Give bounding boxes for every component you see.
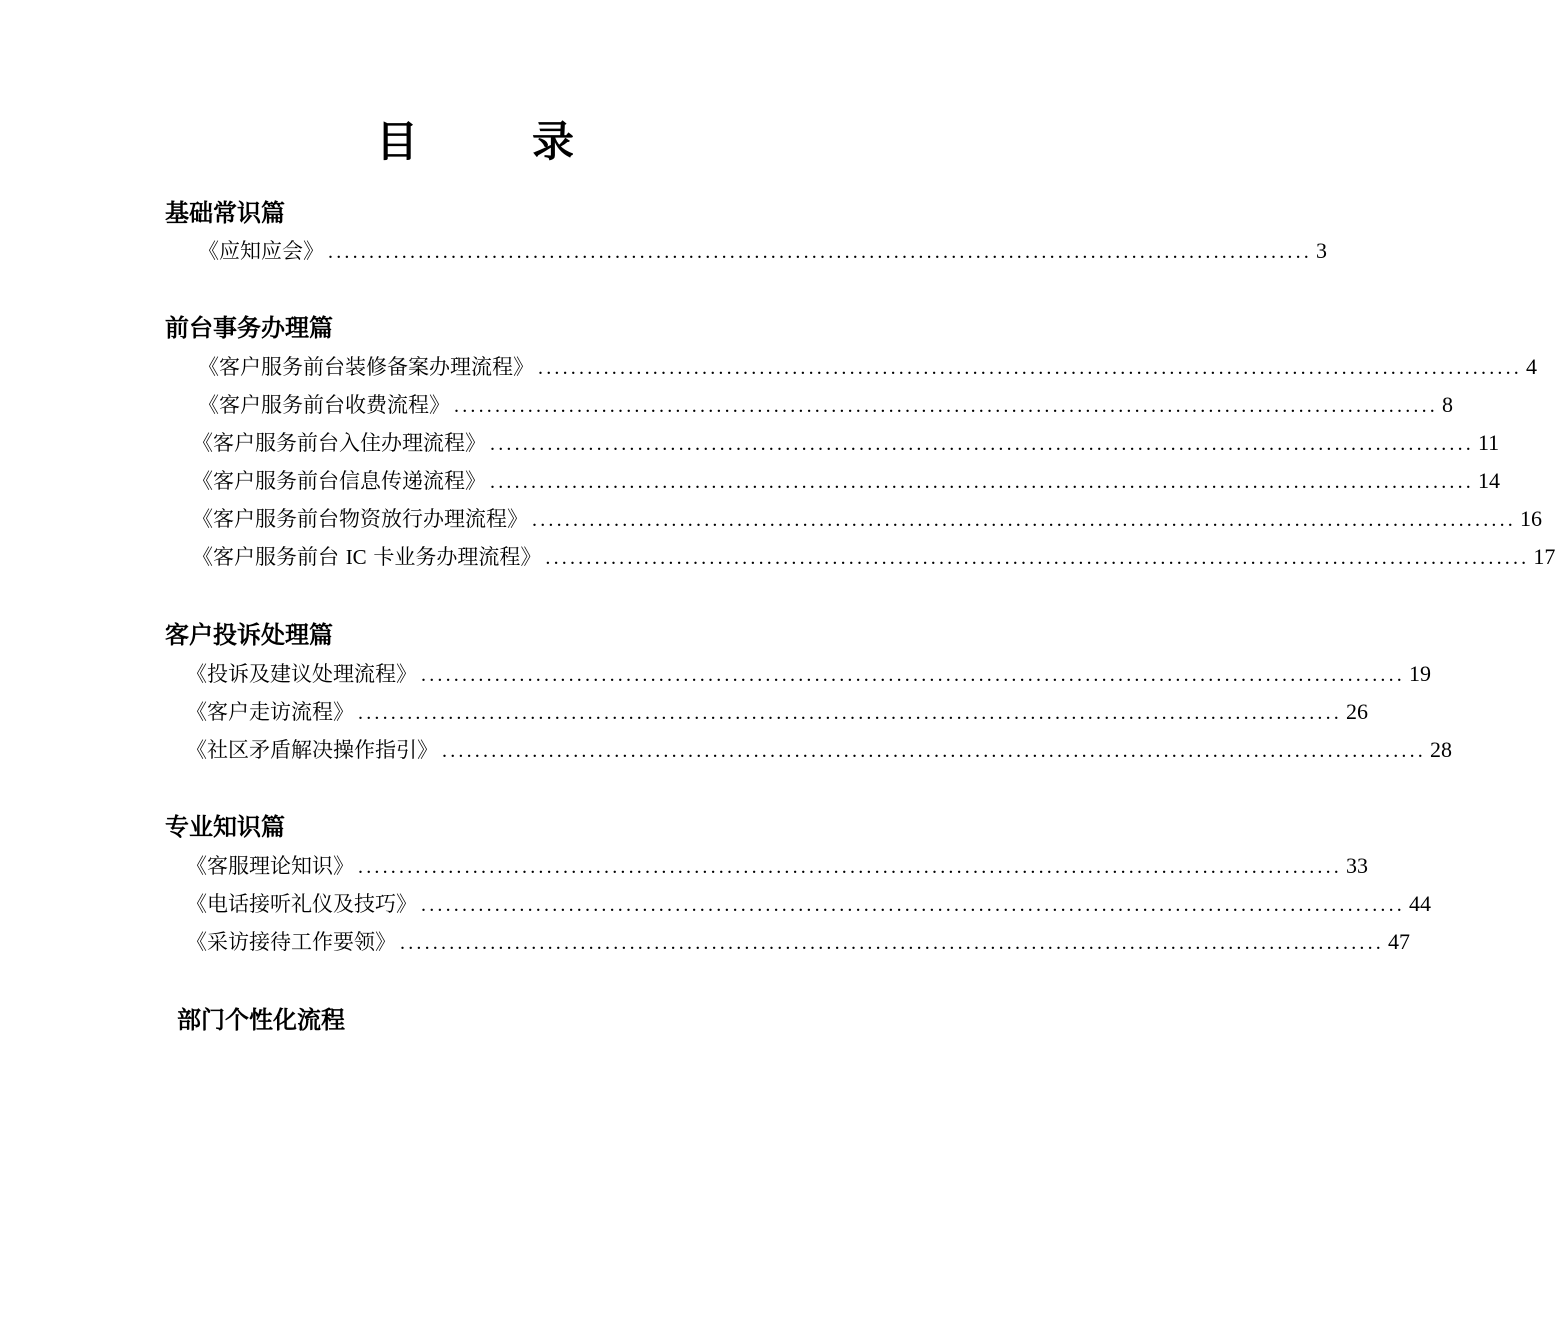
toc-entry-title: 《客服理论知识》 [186, 854, 354, 878]
toc-entry-title: 《采访接待工作要领》 [186, 930, 396, 954]
toc-leader-dots: ........................................................................................................................ [454, 395, 1438, 417]
toc-entry-page: 3 [1316, 238, 1327, 263]
toc-entry-title-part: IC [345, 545, 367, 569]
toc-entry-page: 44 [1409, 891, 1431, 916]
toc-entry-page: 8 [1442, 392, 1453, 417]
toc-entry-page: 19 [1409, 661, 1431, 686]
toc-leader-dots: ........................................................................................................................ [490, 471, 1474, 493]
toc-leader-dots: ........................................................................................................................ [538, 357, 1522, 379]
toc-leader-dots: ........................................................................................................................ [442, 740, 1426, 762]
toc-leader-dots: ........................................................................................................................ [358, 856, 1342, 878]
toc-entry-page: 26 [1346, 699, 1368, 724]
toc-entry-title: 《客户服务前台装修备案办理流程》 [198, 355, 534, 379]
toc-entry[interactable] [186, 734, 1452, 766]
toc-leader-dots: ........................................................................................................................ [532, 509, 1516, 531]
toc-entry-page: 33 [1346, 853, 1368, 878]
toc-entry[interactable] [186, 926, 1410, 958]
section-heading-department: 部门个性化流程 [177, 1006, 345, 1034]
toc-entry-title: 《电话接听礼仪及技巧》 [186, 892, 417, 916]
toc-leader-dots: ........................................................................................................................ [328, 241, 1312, 263]
toc-entry-page: 47 [1388, 929, 1410, 954]
toc-entry[interactable] [198, 351, 1537, 383]
toc-entry-title: 《客户服务前台物资放行办理流程》 [192, 507, 528, 531]
toc-entry-title: 《应知应会》 [198, 239, 324, 263]
toc-entry-title-part: 《客户服务前台 [192, 545, 346, 569]
section-heading-complaints: 客户投诉处理篇 [165, 621, 333, 649]
toc-leader-dots: ........................................................................................................................ [421, 894, 1405, 916]
toc-entry-page: 16 [1520, 506, 1542, 531]
toc-leader-dots: ........................................................................................................................ [358, 702, 1342, 724]
toc-entry[interactable] [192, 503, 1542, 535]
toc-entry[interactable] [192, 465, 1500, 497]
toc-entry-title: 《客户走访流程》 [186, 700, 354, 724]
toc-entry-page: 17 [1533, 544, 1555, 569]
toc-entry-title: 《客户服务前台收费流程》 [198, 393, 450, 417]
toc-entry[interactable] [198, 235, 1327, 267]
toc-entry[interactable] [192, 541, 1555, 573]
toc-entry-page: 28 [1430, 737, 1452, 762]
toc-leader-dots: ........................................................................................................................ [545, 547, 1530, 569]
toc-leader-dots: ........................................................................................................................ [400, 932, 1384, 954]
toc-entry[interactable] [186, 696, 1368, 728]
toc-entry-page: 4 [1526, 354, 1537, 379]
toc-entry-page: 11 [1478, 430, 1500, 455]
toc-entry[interactable] [198, 389, 1453, 421]
toc-entry-page: 14 [1478, 468, 1500, 493]
section-heading-front-desk: 前台事务办理篇 [165, 314, 333, 342]
toc-entry-title-part: 卡业务办理流程》 [366, 545, 542, 569]
section-heading-knowledge: 专业知识篇 [165, 813, 285, 841]
toc-entry[interactable] [186, 888, 1431, 920]
toc-entry-title: 《投诉及建议处理流程》 [186, 662, 417, 686]
toc-entry-title: 《客户服务前台信息传递流程》 [192, 469, 486, 493]
toc-entry-title: 《客户服务前台入住办理流程》 [192, 431, 486, 455]
toc-entry-title: 《社区矛盾解决操作指引》 [186, 738, 438, 762]
toc-entry[interactable] [186, 658, 1431, 690]
toc-entry[interactable] [186, 850, 1368, 882]
toc-entry[interactable] [192, 427, 1500, 459]
section-heading-basics: 基础常识篇 [165, 199, 285, 227]
toc-leader-dots: ........................................................................................................................ [490, 433, 1474, 455]
page-title: 目 录 [375, 117, 610, 166]
toc-entry-title [192, 541, 541, 573]
toc-leader-dots: ........................................................................................................................ [421, 664, 1405, 686]
